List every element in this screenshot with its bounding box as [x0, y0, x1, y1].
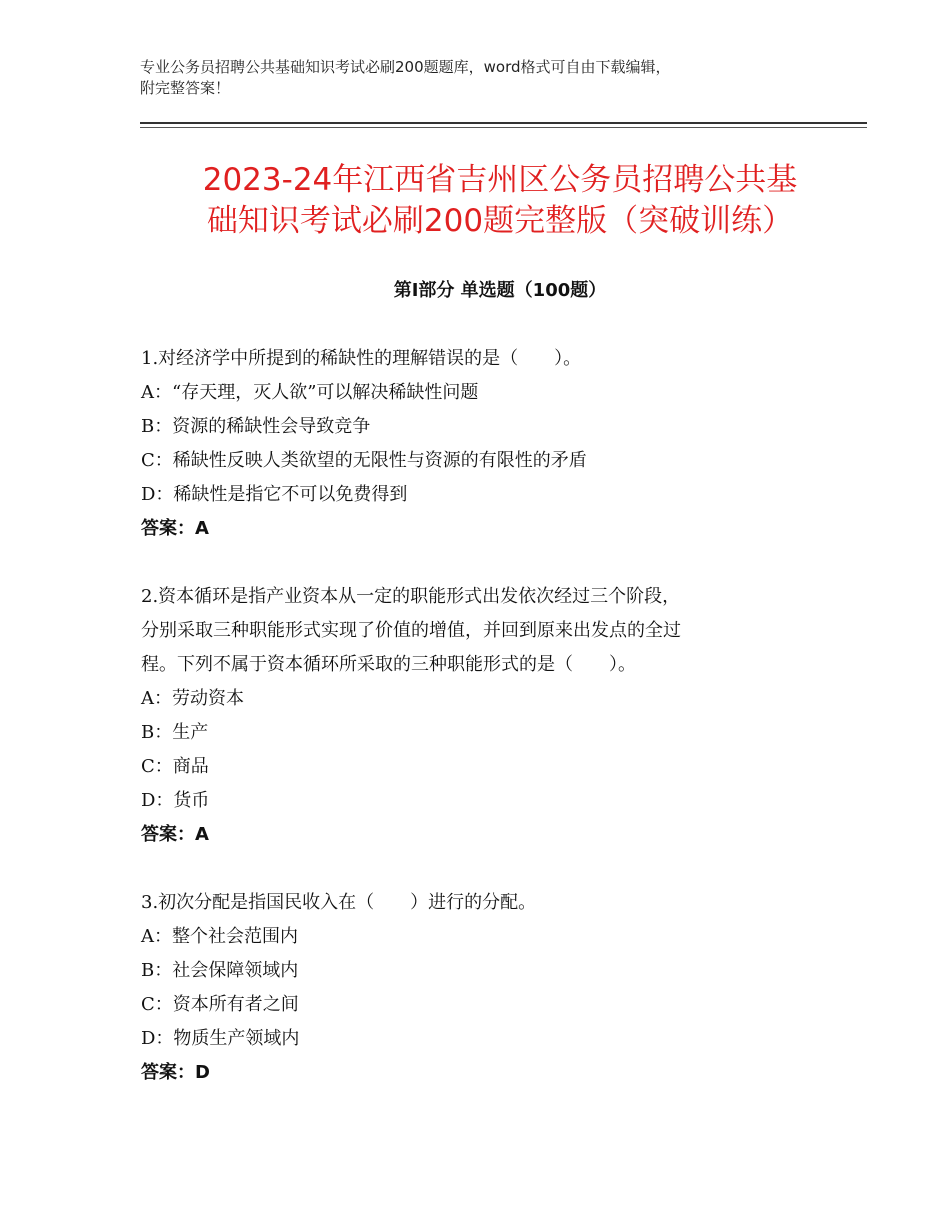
answer-key: 答案：A: [141, 824, 209, 845]
answer-option: D：稀缺性是指它不可以免费得到: [141, 484, 408, 505]
question-block: [141, 580, 821, 852]
answer-key: 答案：D: [141, 1062, 210, 1083]
question-stem-line: 3.初次分配是指国民收入在（ ）进行的分配。: [141, 892, 537, 913]
header-note: [140, 57, 840, 99]
question-list: [141, 342, 821, 1124]
answer-option: C：资本所有者之间: [141, 994, 299, 1015]
question-stem-line: 程。下列不属于资本循环所采取的三种职能形式的是（ ）。: [141, 654, 636, 675]
answer-key: 答案：A: [141, 518, 209, 539]
question-stem-line: 2.资本循环是指产业资本从一定的职能形式出发依次经过三个阶段，: [141, 586, 681, 607]
title-line: 2023-24年江西省吉州区公务员招聘公共基: [202, 162, 798, 198]
header-divider: [140, 122, 867, 124]
answer-option: A：劳动资本: [141, 688, 244, 709]
question-stem-line: 1.对经济学中所提到的稀缺性的理解错误的是（ ）。: [141, 348, 582, 369]
answer-option: B：资源的稀缺性会导致竞争: [141, 416, 371, 437]
answer-option: C：商品: [141, 756, 209, 777]
answer-option: D：物质生产领域内: [141, 1028, 300, 1049]
answer-option: D：货币: [141, 790, 210, 811]
header-note-line: 附完整答案！: [140, 79, 231, 97]
question-block: [141, 342, 821, 546]
header-note-line: 专业公务员招聘公共基础知识考试必刷200题题库，word格式可自由下载编辑，: [140, 58, 671, 76]
answer-option: C：稀缺性反映人类欲望的无限性与资源的有限性的矛盾: [141, 450, 587, 471]
question-block: [141, 886, 821, 1090]
question-stem: [141, 342, 821, 376]
section-heading: 第Ⅰ部分 单选题（100题）: [393, 280, 607, 301]
question-stem: [141, 886, 821, 920]
question-stem-line: 分别采取三种职能形式实现了价值的增值，并回到原来出发点的全过: [141, 620, 681, 641]
answer-option: B：生产: [141, 722, 209, 743]
question-stem: [141, 580, 821, 682]
answer-option: A：整个社会范围内: [141, 926, 298, 947]
answer-option: A：“存天理，灭人欲”可以解决稀缺性问题: [141, 382, 479, 403]
answer-option: B：社会保障领域内: [141, 960, 299, 981]
document-title: [140, 160, 860, 242]
title-line: 础知识考试必刷200题完整版（突破训练）: [206, 203, 794, 239]
header-divider-thin: [140, 127, 867, 128]
